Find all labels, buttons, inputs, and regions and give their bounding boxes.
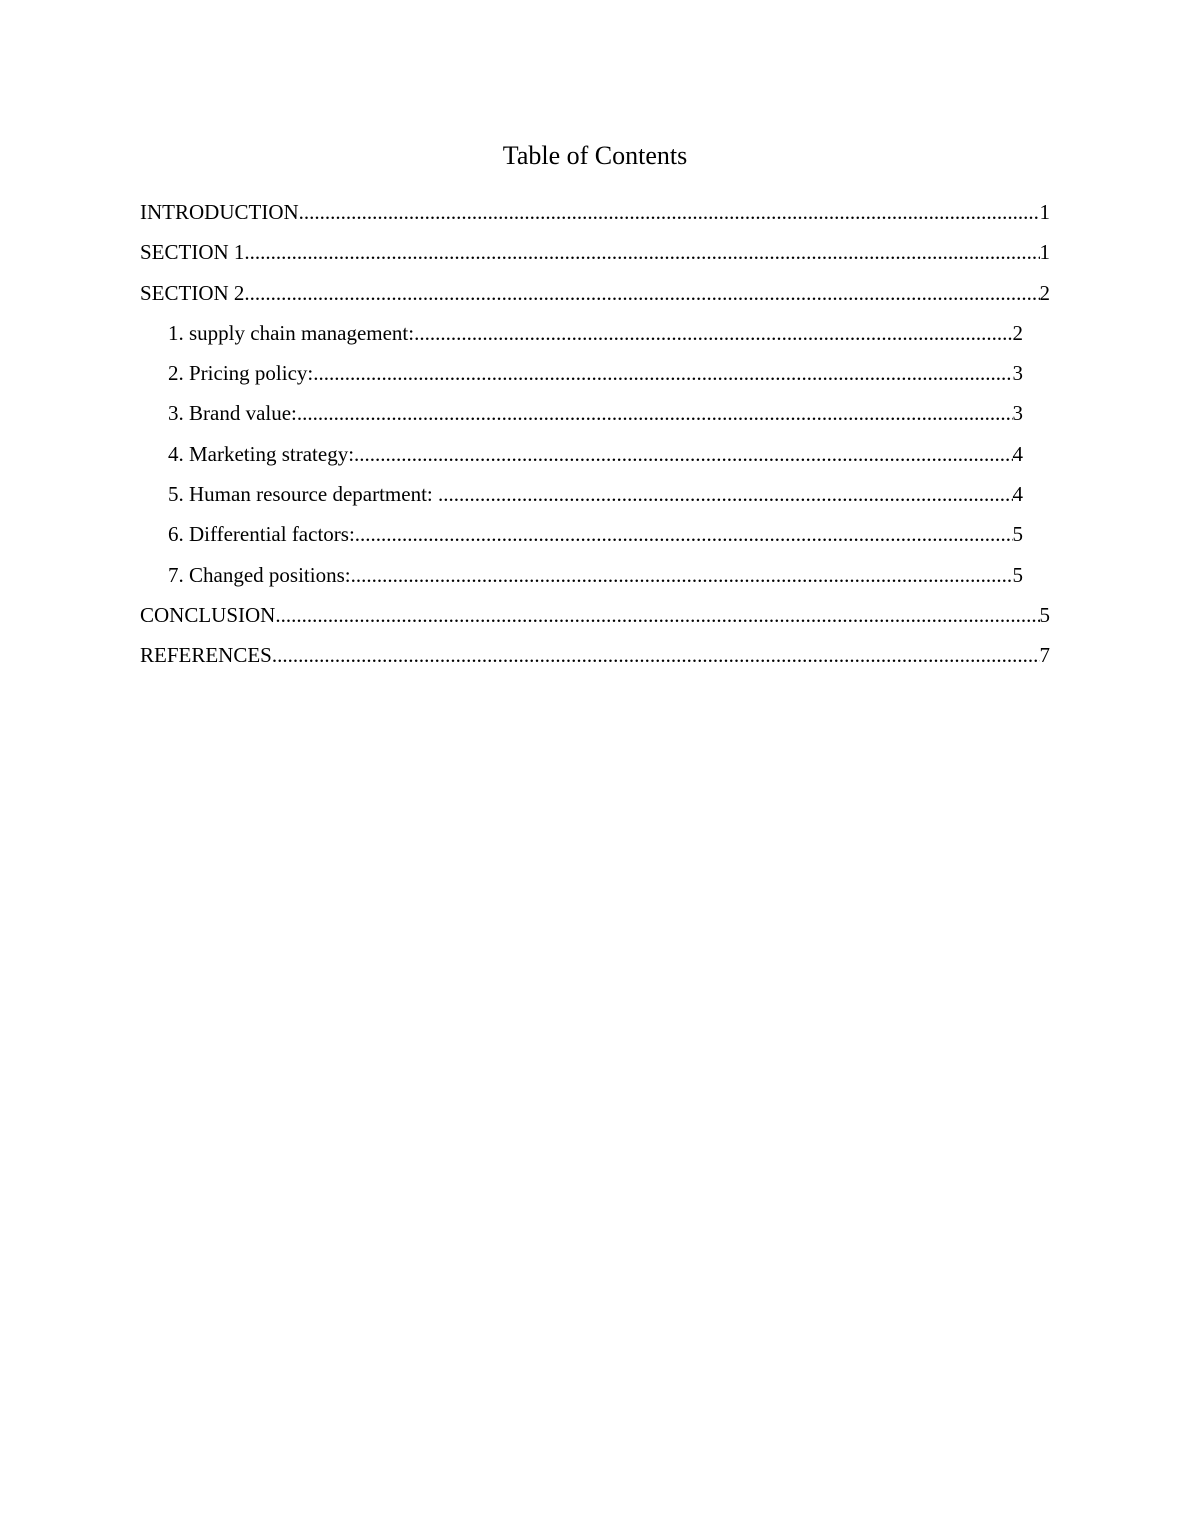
toc-entry-label: INTRODUCTION [140,200,299,224]
toc-leader-dots [275,601,1039,629]
table-of-contents [140,198,1050,682]
toc-leader-dots [299,198,1040,226]
toc-entry-label: 5. Human resource department: [168,482,438,507]
toc-entry-label: 3. Brand value: [168,401,297,426]
toc-entry-label: 7. Changed positions: [168,562,351,587]
toc-entry[interactable] [168,561,1023,601]
toc-entry-page: 3 [1012,361,1023,386]
toc-entry[interactable] [140,238,1050,278]
toc-entry-page: 7 [1039,643,1050,668]
toc-entry-page: 2 [1012,320,1023,345]
toc-entry-label: CONCLUSION [140,602,276,627]
toc-entry-page: 4 [1012,441,1023,466]
toc-entry-label: 6. Differential factors: [168,522,355,547]
toc-entry[interactable] [168,399,1023,439]
toc-title: Table of Contents [502,141,688,170]
toc-entry[interactable] [168,359,1023,399]
toc-entry-label: REFERENCES [140,643,272,668]
toc-leader-dots [244,279,1039,307]
toc-entry-page: 2 [1039,280,1050,305]
toc-leader-dots [355,520,1013,548]
toc-entry-page: 3 [1012,401,1023,426]
toc-entry-label: 4. Marketing strategy: [168,441,355,466]
toc-entry-page: 5 [1012,562,1023,587]
toc-entry-label: SECTION 1 [140,240,245,265]
toc-leader-dots [351,561,1013,589]
toc-leader-dots [244,238,1039,266]
toc-leader-dots [297,399,1013,427]
toc-leader-dots [272,641,1040,669]
toc-leader-dots [414,319,1012,347]
toc-leader-dots [438,480,1013,508]
toc-entry-page: 1 [1039,240,1050,265]
toc-entry[interactable] [140,601,1050,641]
toc-entry-label: SECTION 2 [140,280,245,305]
toc-entry-page: 4 [1012,482,1023,507]
toc-entry-page: 5 [1039,602,1050,627]
toc-entry-label: 1. supply chain management: [168,320,415,345]
toc-entry-page: 5 [1012,522,1023,547]
toc-entry[interactable] [168,319,1023,359]
toc-entry[interactable] [168,520,1023,560]
toc-entry-page: 1 [1039,200,1050,224]
toc-leader-dots [313,359,1012,387]
toc-entry[interactable] [140,198,1050,238]
toc-entry[interactable] [140,641,1050,681]
toc-leader-dots [354,440,1012,468]
toc-entry-label: 2. Pricing policy: [168,361,314,386]
toc-entry[interactable] [168,480,1023,520]
toc-entry[interactable] [140,279,1050,319]
toc-entry[interactable] [168,440,1023,480]
